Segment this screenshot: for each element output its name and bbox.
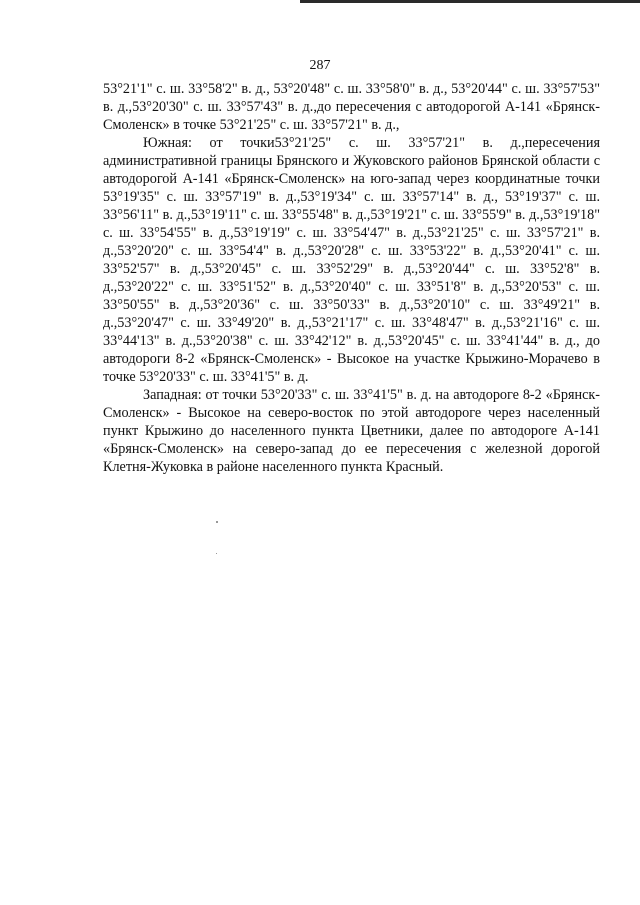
scan-edge-line <box>300 0 640 3</box>
scan-speck <box>216 553 217 554</box>
paragraph-western-boundary: Западная: от точки 53°20'33" с. ш. 33°41'5" в. д. на автодороге 8-2 «Брянск-Смоленск» - Высокое на северо-восток по этой автодороге через населенный пункт Крыжино до населенного пункта Цветники, далее по автодороге А-141 «Брянск-Смоленск» на северо-запад до ее пересечения с железной дорогой Клетня-Жуковка в районе населенного пункта Красный. <box>103 387 600 475</box>
paragraph-continuation: 53°21'1" с. ш. 33°58'2" в. д., 53°20'48" с. ш. 33°58'0" в. д., 53°20'44" с. ш. 33°57'53" в. д.,53°20'30" с. ш. 33°57'43" в. д.,до пересечения с автодорогой А-141 «Брянск-Смоленск» в точке 53°21'25" с. ш. 33°57'21" в. д., <box>103 81 600 133</box>
page-number: 287 <box>309 58 331 73</box>
document-body <box>103 80 600 476</box>
scan-speck <box>216 521 218 523</box>
paragraph-southern-boundary: Южная: от точки53°21'25" с. ш. 33°57'21" в. д.,пересечения административной границы Брянского и Жуковского районов Брянской области с автодорогой А-141 «Брянск-Смоленск» на юго-запад через координатные точки 53°19'35" с. ш. 33°57'19" в. д.,53°19'34" с. ш. 33°57'14" в. д., 53°19'37" с. ш. 33°56'11" в. д.,53°19'11" с. ш. 33°55'48" в. д.,53°19'21" с. ш. 33°55'9" в. д.,53°19'18" с. ш. 33°54'55" в. д.,53°19'19" с. ш. 33°54'47" в. д.,53°21'25" с. ш. 33°57'21" в. д.,53°20'20" с. ш. 33°54'4" в. д.,53°20'28" с. ш. 33°53'22" в. д.,53°20'41" с. ш. 33°52'57" в. д.,53°20'45" с. ш. 33°52'29" в. д.,53°20'44" с. ш. 33°52'8" в. д.,53°20'22" с. ш. 33°51'52" в. д.,53°20'40" с. ш. 33°51'8" в. д.,53°20'53" с. ш. 33°50'55" в. д.,53°20'36" с. ш. 33°50'33" в. д.,53°20'10" с. ш. 33°49'21" в. д.,53°20'47" с. ш. 33°49'20" в. д.,53°21'17" с. ш. 33°48'47" в. д.,53°21'16" с. ш. 33°44'13" в. д.,53°20'38" с. ш. 33°42'12" в. д.,53°20'45" с. ш. 33°41'44" в. д., до автодороги 8-2 «Брянск-Смоленск» - Высокое на участке Крыжино-Морачево в точке 53°20'33" с. ш. 33°41'5" в. д. <box>103 135 600 385</box>
